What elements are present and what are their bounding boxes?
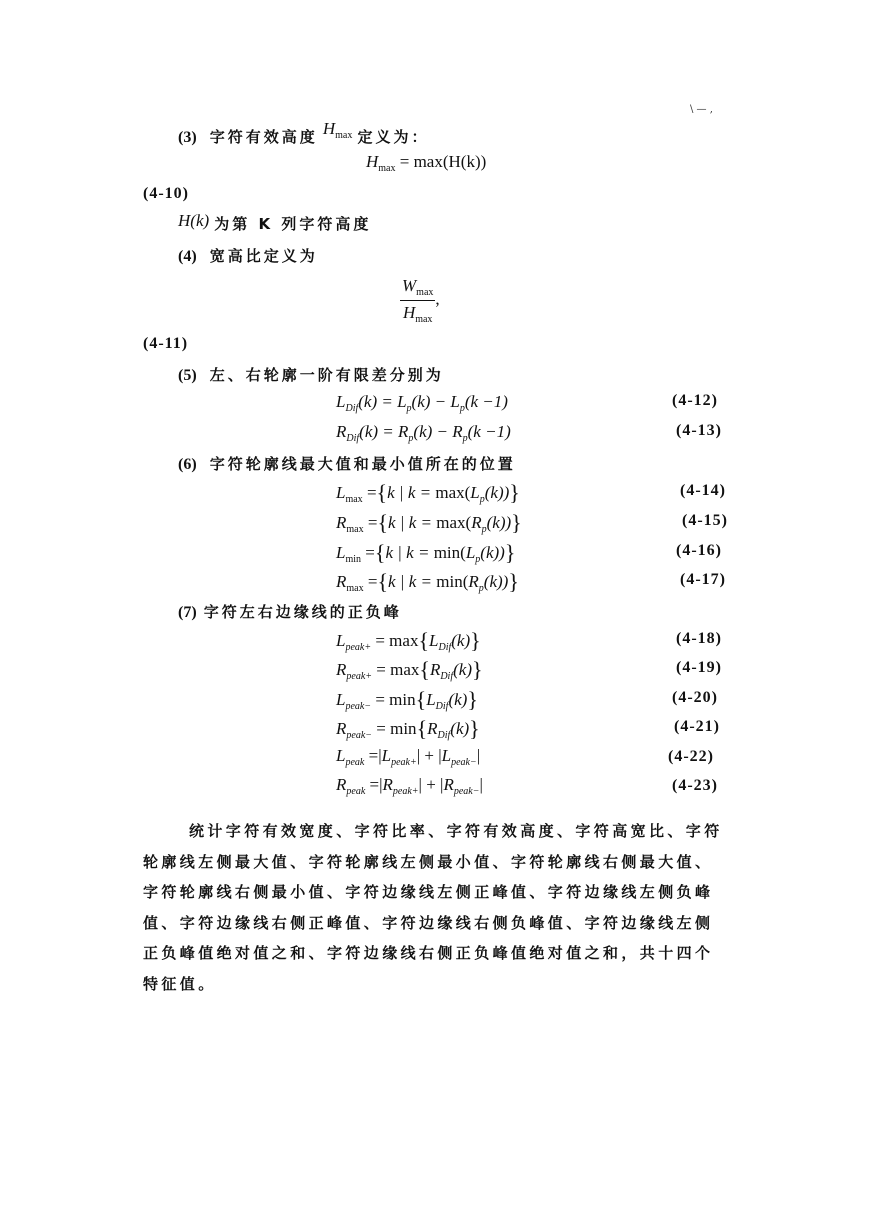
item-3-text-after: 定义为： [357, 128, 430, 146]
equation-number-4-19: (4-19) [676, 659, 722, 676]
item-6-line [178, 453, 516, 474]
hk-line [178, 213, 371, 234]
equation-number-4-11: (4-11) [143, 335, 189, 352]
equation-number-4-22: (4-22) [668, 748, 714, 765]
corner-mark: \ — , [690, 104, 713, 115]
hk-symbol: H(k) [178, 211, 210, 230]
summary-line-6: 特征值。 [143, 974, 217, 993]
equation-4-12: $L_{Dif}(k) = L_p(k) - L_p(k -1)$ [336, 392, 508, 414]
summary-line-3: 字符轮廓线右侧最小值、字符边缘线左侧正峰值、字符边缘线左侧负峰 [143, 883, 714, 901]
item-3-text: 字符有效高度 [209, 128, 318, 146]
equation-number-4-15: (4-15) [682, 512, 728, 529]
equation-number-4-20: (4-20) [672, 689, 718, 706]
item-7-label: (7) [178, 604, 197, 621]
summary-line-5: 正负峰值绝对值之和、字符边缘线右侧正负峰值绝对值之和，共十四个 [143, 944, 714, 962]
summary-line-4: 值、字符边缘线右侧正峰值、字符边缘线右侧负峰值、字符边缘线左侧 [143, 913, 714, 932]
item-6-text: 字符轮廓线最大值和最小值所在的位置 [209, 455, 516, 473]
item-3-label: (3) [178, 129, 197, 146]
ratio-fraction: $\frac{W_{max}}{H_{max}}$ [402, 276, 434, 325]
equation-4-16: $L_{min} =\{k$ | $k = \min(L_p(k))$} [336, 540, 516, 565]
item-5-line [178, 364, 444, 385]
equation-number-4-17: (4-17) [680, 571, 726, 588]
equation-number-4-21: (4-21) [674, 718, 720, 735]
equation-number-4-14: (4-14) [680, 482, 726, 499]
equation-number-4-13: (4-13) [676, 422, 722, 439]
equation-number-4-12: (4-12) [672, 392, 718, 409]
item-5-text: 左、右轮廓一阶有限差分别为 [209, 366, 444, 384]
item-6-label: (6) [178, 456, 197, 473]
hk-text: 为第 K 列字符高度 [214, 215, 372, 233]
equation-number-4-16: (4-16) [676, 542, 722, 559]
item-7-line [178, 601, 402, 622]
equation-4-13: $R_{Dif}(k) = R_p(k) - R_p(k -1)$ [336, 422, 511, 444]
equation-4-10: $H_{max} = \max(H(k))$ [366, 152, 487, 174]
equation-number-4-18: (4-18) [676, 630, 722, 647]
item-5-label: (5) [178, 367, 197, 384]
summary-line-2: 轮廓线左侧最大值、字符轮廓线左侧最小值、字符轮廓线右侧最大值、 [143, 852, 714, 871]
equation-4-19: $R_{peak+} = \max\{R_{Dif}(k)\}$ [336, 657, 483, 682]
item-3-line [178, 119, 430, 149]
summary-paragraph [143, 816, 723, 999]
item-4-line [178, 245, 318, 266]
equation-4-11: $\frac{W_{max}}{H_{max}}$ , [402, 276, 440, 325]
equation-4-17: $R_{max} =\{k$ | $k = \min(R_p(k))$} [336, 569, 519, 594]
equation-4-21: $R_{peak-} = \min\{R_{Dif}(k)\}$ [336, 716, 480, 741]
equation-4-15: $R_{max} =\{k$ | $k = \max(R_p(k))$} [336, 510, 522, 535]
item-4-label: (4) [178, 248, 197, 265]
equation-4-20: $L_{peak-} = \min\{L_{Dif}(k)\}$ [336, 687, 478, 712]
item-3-symbol: $H_{max}$ [322, 119, 353, 141]
equation-4-23: $R_{peak} =|R_{peak+}| + |R_{peak-}|$ [336, 775, 483, 797]
equation-4-14: $L_{max} =\{k$ | $k = \max(L_p(k))$} [336, 480, 520, 505]
equation-number-4-10: (4-10) [143, 185, 189, 202]
equation-number-4-23: (4-23) [672, 777, 718, 794]
summary-line-1: 统计字符有效宽度、字符比率、字符有效高度、字符高宽比、字符 [189, 822, 723, 840]
item-7-text: 字符左右边缘线的正负峰 [203, 603, 402, 621]
equation-4-22: $L_{peak} =|L_{peak+}| + |L_{peak-}|$ [336, 746, 481, 768]
item-4-text: 宽高比定义为 [209, 247, 318, 265]
equation-4-18: $L_{peak+} = \max\{L_{Dif}(k)\}$ [336, 628, 481, 653]
